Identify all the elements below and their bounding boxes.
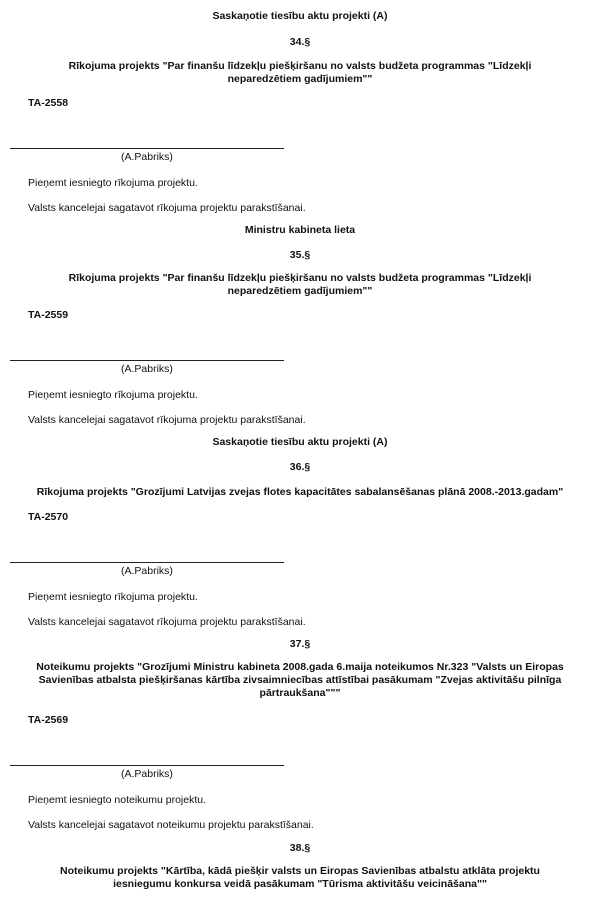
agenda-title-line: pārtraukšana"""	[259, 687, 341, 699]
document-code: TA-2559	[28, 309, 69, 321]
signatory-name: (A.Pabriks)	[121, 768, 173, 780]
decision-text: Pieņemt iesniegto rīkojuma projektu.	[28, 389, 198, 401]
agenda-title-line: Savienības atbalsta piešķiršanas kārtība zivsaimniecības attīstībai pasākumam "Zvejas aktivitāšu pilnīga	[38, 674, 562, 686]
decision-text: Pieņemt iesniegto noteikumu projektu.	[28, 794, 207, 806]
agenda-title-line: Rīkojuma projekts "Par finanšu līdzekļu piešķiršanu no valsts budžeta programmas "Līdzekļi	[68, 60, 532, 72]
document-code: TA-2569	[28, 714, 69, 726]
decision-text: Valsts kancelejai sagatavot rīkojuma projektu parakstīšanai.	[28, 616, 306, 628]
decision-text: Valsts kancelejai sagatavot noteikumu projektu parakstīšanai.	[28, 819, 314, 831]
section-heading: Saskaņotie tiesību aktu projekti (A)	[212, 10, 388, 22]
agenda-title-line: Noteikumu projekts "Grozījumi Ministru kabineta 2008.gada 6.maija noteikumos Nr.323 "Valsts un Eiropas	[36, 661, 564, 673]
document-code: TA-2570	[28, 511, 69, 523]
agenda-title-line: Rīkojuma projekts "Grozījumi Latvijas zvejas flotes kapacitātes sabalansēšanas plānā 2008.-2013.gadam"	[36, 486, 564, 498]
agenda-title-line: Rīkojuma projekts "Par finanšu līdzekļu piešķiršanu no valsts budžeta programmas "Līdzekļi	[68, 272, 532, 284]
document-code: TA-2558	[28, 97, 69, 109]
signature-line	[10, 765, 284, 766]
decision-text: Valsts kancelejai sagatavot rīkojuma projektu parakstīšanai.	[28, 414, 306, 426]
agenda-title-line: iesniegumu konkursa veidā pasākumam "Tūrisma aktivitāšu veicināšana""	[113, 878, 487, 890]
section-heading: Saskaņotie tiesību aktu projekti (A)	[212, 436, 388, 448]
decision-text: Pieņemt iesniegto rīkojuma projektu.	[28, 591, 198, 603]
paragraph-number: 38.§	[289, 842, 311, 854]
paragraph-number: 35.§	[289, 249, 311, 261]
decision-text: Valsts kancelejai sagatavot rīkojuma projektu parakstīšanai.	[28, 202, 306, 214]
paragraph-number: 37.§	[289, 638, 311, 650]
agenda-title-line: Noteikumu projekts "Kārtība, kādā piešķir valsts un Eiropas Savienības atbalstu atklāta projektu	[60, 865, 540, 877]
agenda-title-line: neparedzētiem gadījumiem""	[227, 285, 373, 297]
signatory-name: (A.Pabriks)	[121, 151, 173, 163]
section-heading: Ministru kabineta lieta	[244, 224, 356, 236]
signature-line	[10, 148, 284, 149]
paragraph-number: 36.§	[289, 461, 311, 473]
agenda-title-line: neparedzētiem gadījumiem""	[227, 73, 373, 85]
signature-line	[10, 360, 284, 361]
paragraph-number: 34.§	[289, 36, 311, 48]
signatory-name: (A.Pabriks)	[121, 363, 173, 375]
decision-text: Pieņemt iesniegto rīkojuma projektu.	[28, 177, 198, 189]
signature-line	[10, 562, 284, 563]
signatory-name: (A.Pabriks)	[121, 565, 173, 577]
